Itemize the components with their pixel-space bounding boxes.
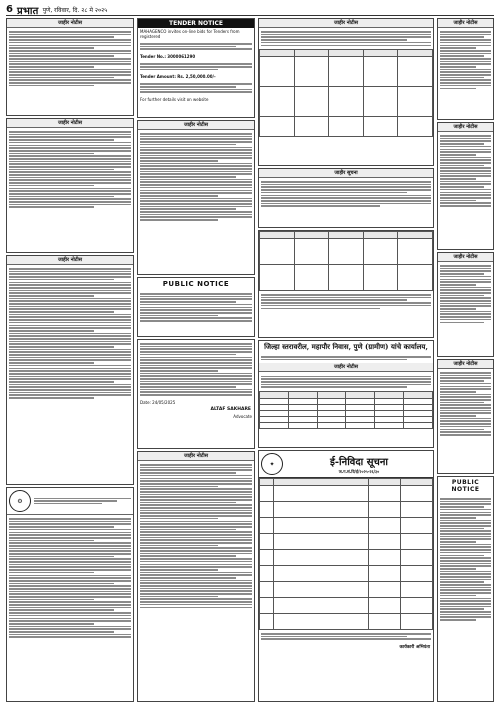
tender-footer-line: For further details visit on website (140, 97, 209, 103)
public-notice-title: PUBLIC NOTICE (451, 479, 480, 493)
notice-box-2 (6, 118, 134, 253)
property-table (259, 49, 433, 137)
advocate-name: ALTAF SAKHARE (210, 406, 251, 412)
schedule-table (259, 231, 433, 291)
tender-notice-box (137, 18, 255, 118)
public-notice-date: Date: 24/05/2025 (140, 399, 176, 405)
center-notice-2 (258, 230, 434, 338)
district-office-box (258, 340, 434, 448)
public-notice-box-r (437, 476, 494, 702)
district-office-title: जिल्हा स्तरावरील, महापौर निवास, पुणे (ग्रामीण) यांचे कार्यालय, (264, 342, 428, 351)
masthead (6, 4, 494, 16)
jahir-suchana-box (258, 168, 434, 228)
notice-box-r1 (437, 18, 494, 120)
notice-box-3 (6, 255, 134, 485)
public-notice-title: PUBLIC NOTICE (162, 280, 230, 288)
page-number: 6 (6, 4, 13, 15)
issue-date: पुणे, रविवार, दि. २८ मे २०२५ (42, 6, 108, 14)
notice-box-6 (137, 451, 255, 702)
tender-amount: Tender Amount: Rs. 2,50,000.00/- (140, 74, 216, 80)
notice-header: जाहीर नोटीस (438, 253, 493, 262)
notice-header: जाहीर नोटीस (259, 363, 433, 372)
suchana-header: जाहीर सूचना (259, 169, 433, 178)
etender-box (258, 450, 434, 702)
notice-box-r2 (437, 122, 494, 250)
notice-header: जाहीर नोटीस (7, 256, 133, 265)
notice-header: जाहीर नोटीस (7, 19, 133, 28)
notice-header: जाहीर नोटीस (438, 360, 493, 369)
notice-header: जाहीर नोटीस (138, 452, 254, 461)
public-notice-box (137, 277, 255, 337)
notice-header: जाहीर नोटीस (7, 119, 133, 128)
etender-signer: कार्यकारी अभियंता (399, 645, 430, 651)
notice-header: जाहीर नोटीस (138, 121, 254, 130)
emblem-icon: ✦ (261, 453, 283, 475)
notice-header: जाहीर नोटीस (438, 123, 493, 132)
public-notice-body (137, 339, 255, 449)
notice-box-r3 (437, 252, 494, 357)
tender-number: Tender No.: 3000061290 (140, 54, 196, 60)
notice-box-r4 (437, 359, 494, 474)
etender-reference: ज.ग.सं.वि/ई/२०२५-२६/३० (338, 468, 380, 474)
etender-table (259, 478, 433, 630)
etender-title: ई-निविदा सूचना (330, 456, 388, 468)
center-notice-table (258, 18, 434, 166)
notice-box-1 (6, 18, 134, 116)
notice-box-5 (137, 120, 255, 275)
brand-name: प्रभात (16, 5, 39, 17)
tender-notice-title: TENDER NOTICE (138, 19, 254, 28)
advocate-role: Advocate (233, 413, 252, 419)
notice-header: जाहीर नोटीस (438, 19, 493, 28)
notice-box-4 (6, 487, 134, 702)
notice-header: जाहीर नोटीस (259, 19, 433, 28)
tender-line-1: MAHAGENCO invites on-line bids for Tenders from registered (140, 29, 240, 39)
district-table (259, 391, 433, 429)
emblem-icon: ⚙ (9, 490, 31, 512)
